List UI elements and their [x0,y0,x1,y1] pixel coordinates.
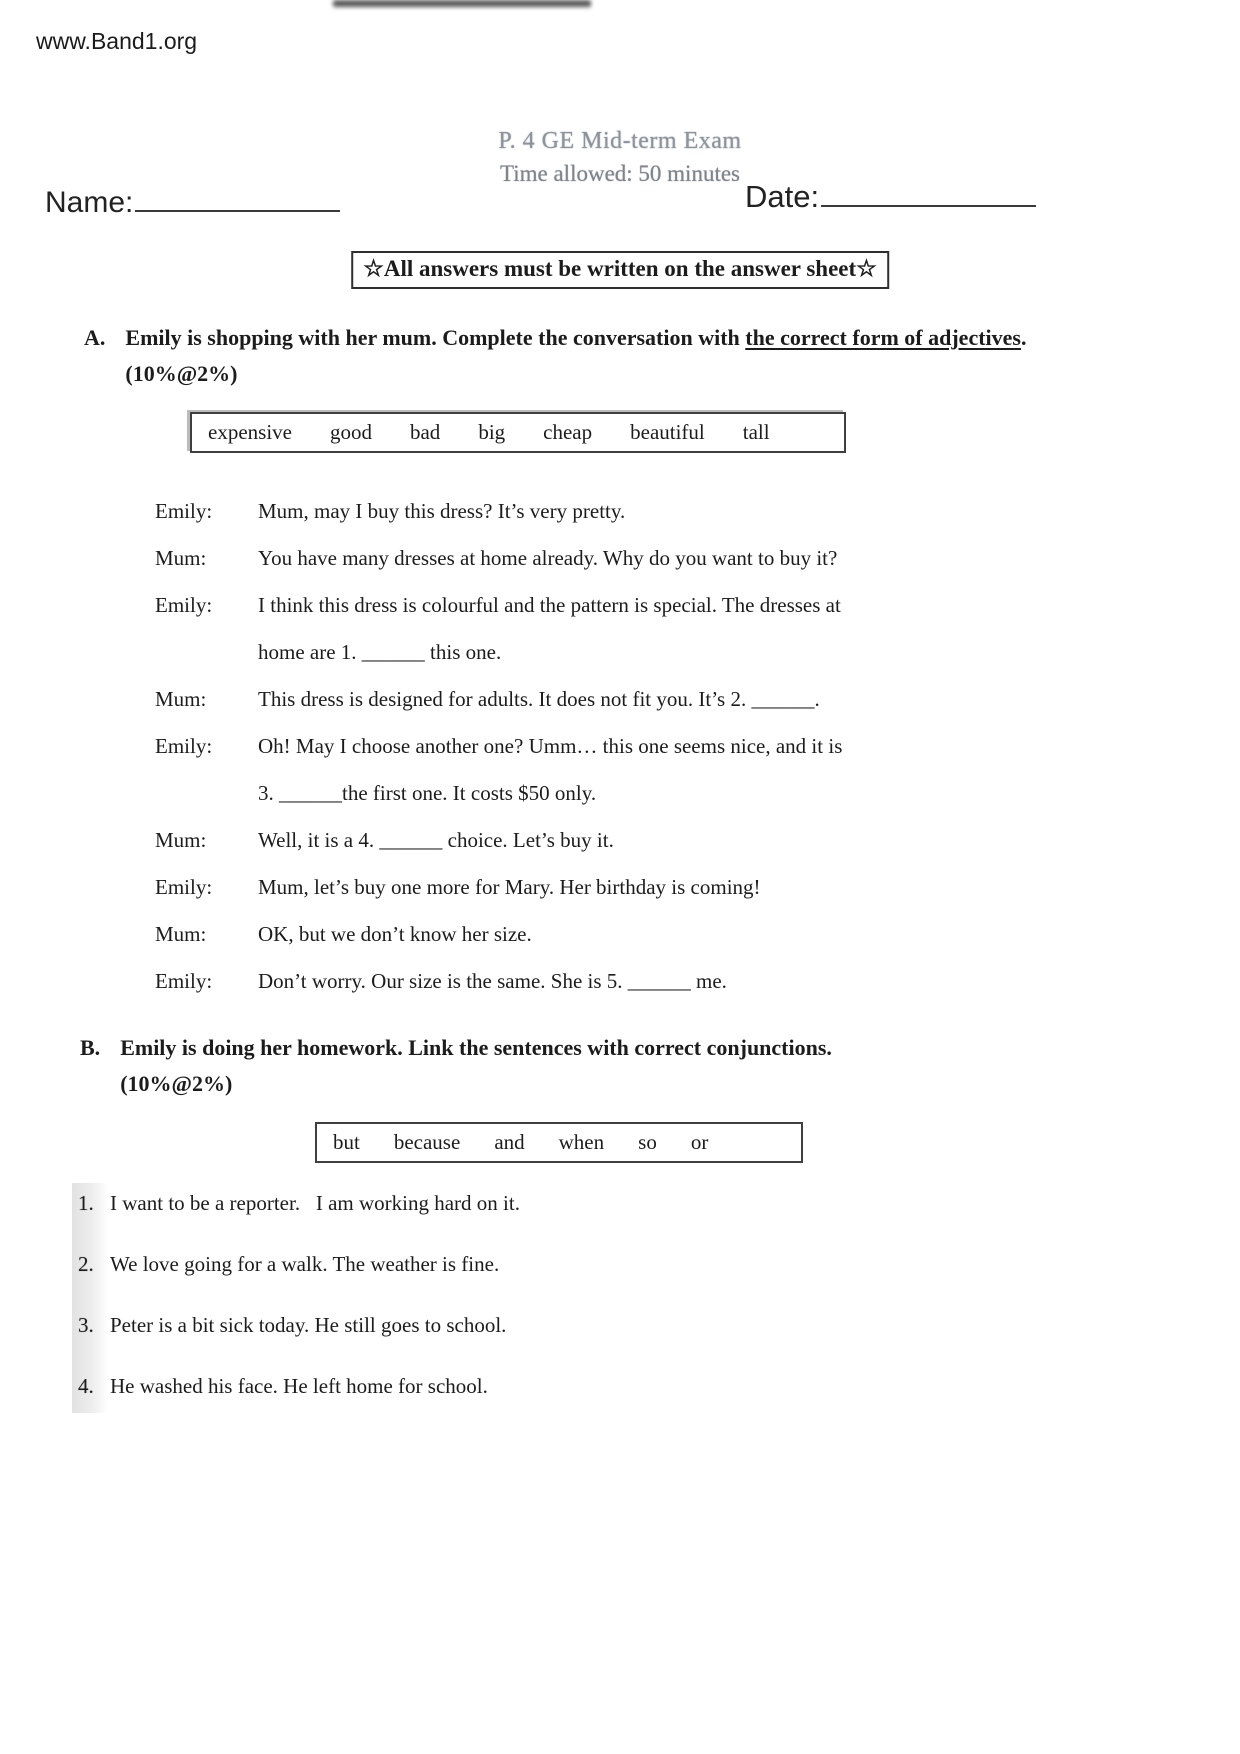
section-a-instruction-post: . (10%@2%) [125,325,1027,386]
dialogue-line: Mum, let’s buy one more for Mary. Her birthday is coming! [258,875,761,899]
dialogue-speech [258,582,985,676]
word-bank-b-word: so [638,1130,657,1154]
word-bank-b [315,1122,803,1163]
exam-header [0,128,1240,187]
item-number: 3. [78,1313,94,1337]
list-item [72,1191,1012,1216]
dialogue-line: Oh! May I choose another one? Umm… this one seems nice, and it is [258,734,843,758]
dialogue-row [155,864,985,911]
word-bank-a-word: tall [742,420,770,444]
item-text: Peter is a bit sick today. He still goes to school. [110,1313,507,1337]
list-item [72,1374,1012,1399]
word-bank-b-word: because [393,1130,461,1154]
item-number: 4. [78,1374,94,1398]
section-b-instruction [120,1030,832,1101]
section-a-label: A. [84,325,106,350]
dialogue [155,488,985,1005]
dialogue-speaker: Mum: [155,828,207,852]
section-a-instruction-underlined: the correct form of adjectives [745,325,1021,350]
item-text: He washed his face. He left home for school. [110,1374,488,1398]
section-b-instruction-line1: Emily is doing her homework. Link the sentences with correct conjunctions. [120,1035,832,1060]
section-a-instruction [125,320,1040,391]
watermark-url: www.Band1.org [36,28,198,54]
word-bank-a [190,412,846,453]
dialogue-speech [258,911,985,958]
list-item [72,1313,1012,1338]
section-b-items [72,1183,1012,1413]
dialogue-line: home are 1. ______ this one. [258,640,502,664]
word-bank-a-word: bad [409,420,441,444]
dialogue-line: You have many dresses at home already. Why do you want to buy it? [258,546,838,570]
date-blank-line [821,176,1036,207]
dialogue-speech [258,958,985,1005]
dialogue-speech [258,535,985,582]
word-bank-a-word: beautiful [630,420,705,444]
dialogue-line: OK, but we don’t know her size. [258,922,532,946]
item-number: 1. [78,1191,94,1215]
word-bank-b-word: but [333,1130,360,1154]
item-number: 2. [78,1252,94,1276]
dialogue-speaker: Emily: [155,969,213,993]
dialogue-row [155,723,985,817]
section-b-label: B. [80,1035,101,1060]
word-bank-b-word: and [494,1130,525,1154]
dialogue-line: This dress is designed for adults. It does not fit you. It’s 2. ______. [258,687,820,711]
dialogue-row [155,817,985,864]
date-field [745,176,1036,215]
dialogue-row [155,582,985,676]
answer-sheet-notice: ☆All answers must be written on the answer sheet☆ [351,251,889,289]
scan-artifact-top [333,0,591,7]
dialogue-speech [258,864,985,911]
section-b-heading [80,1030,1036,1101]
dialogue-speaker: Mum: [155,546,207,570]
list-item [72,1252,1012,1277]
word-bank-a-word: expensive [208,420,292,444]
dialogue-row [155,535,985,582]
name-label: Name: [45,186,134,219]
item-text: We love going for a walk. The weather is fine. [110,1252,500,1276]
dialogue-speaker: Emily: [155,875,213,899]
name-blank-line [135,182,340,212]
dialogue-row [155,911,985,958]
section-b-instruction-line2: (10%@2%) [120,1070,233,1096]
word-bank-a-word: big [478,420,506,444]
word-bank-b-word: when [558,1130,605,1154]
exam-title: P. 4 GE Mid-term Exam [498,128,742,154]
dialogue-speaker: Emily: [155,593,213,617]
dialogue-speaker: Mum: [155,922,207,946]
item-text: I want to be a reporter. I am working hard on it. [110,1191,520,1215]
word-bank-a-word: good [329,420,372,444]
dialogue-line: Well, it is a 4. ______ choice. Let’s buy it. [258,828,614,852]
dialogue-speaker: Mum: [155,687,207,711]
dialogue-line: 3. ______the first one. It costs $50 only. [258,781,597,805]
dialogue-speech [258,723,985,817]
dialogue-row [155,676,985,723]
dialogue-row [155,958,985,1005]
section-a-instruction-pre: Emily is shopping with her mum. Complete the conversation with [125,325,746,350]
date-label: Date: [745,179,820,214]
name-field [45,182,340,220]
dialogue-row [155,488,985,535]
time-allowed: Time allowed: 50 minutes [499,161,740,186]
dialogue-speaker: Emily: [155,734,213,758]
dialogue-speech [258,676,985,723]
section-a-heading [84,320,1040,391]
dialogue-line: I think this dress is colourful and the pattern is special. The dresses at [258,593,841,617]
dialogue-speech [258,488,985,535]
word-bank-b-word: or [690,1130,709,1154]
dialogue-line: Don’t worry. Our size is the same. She is 5. ______ me. [258,969,727,993]
dialogue-speech [258,817,985,864]
dialogue-line: Mum, may I buy this dress? It’s very pretty. [258,499,626,523]
word-bank-a-word: cheap [543,420,593,444]
dialogue-speaker: Emily: [155,499,213,523]
